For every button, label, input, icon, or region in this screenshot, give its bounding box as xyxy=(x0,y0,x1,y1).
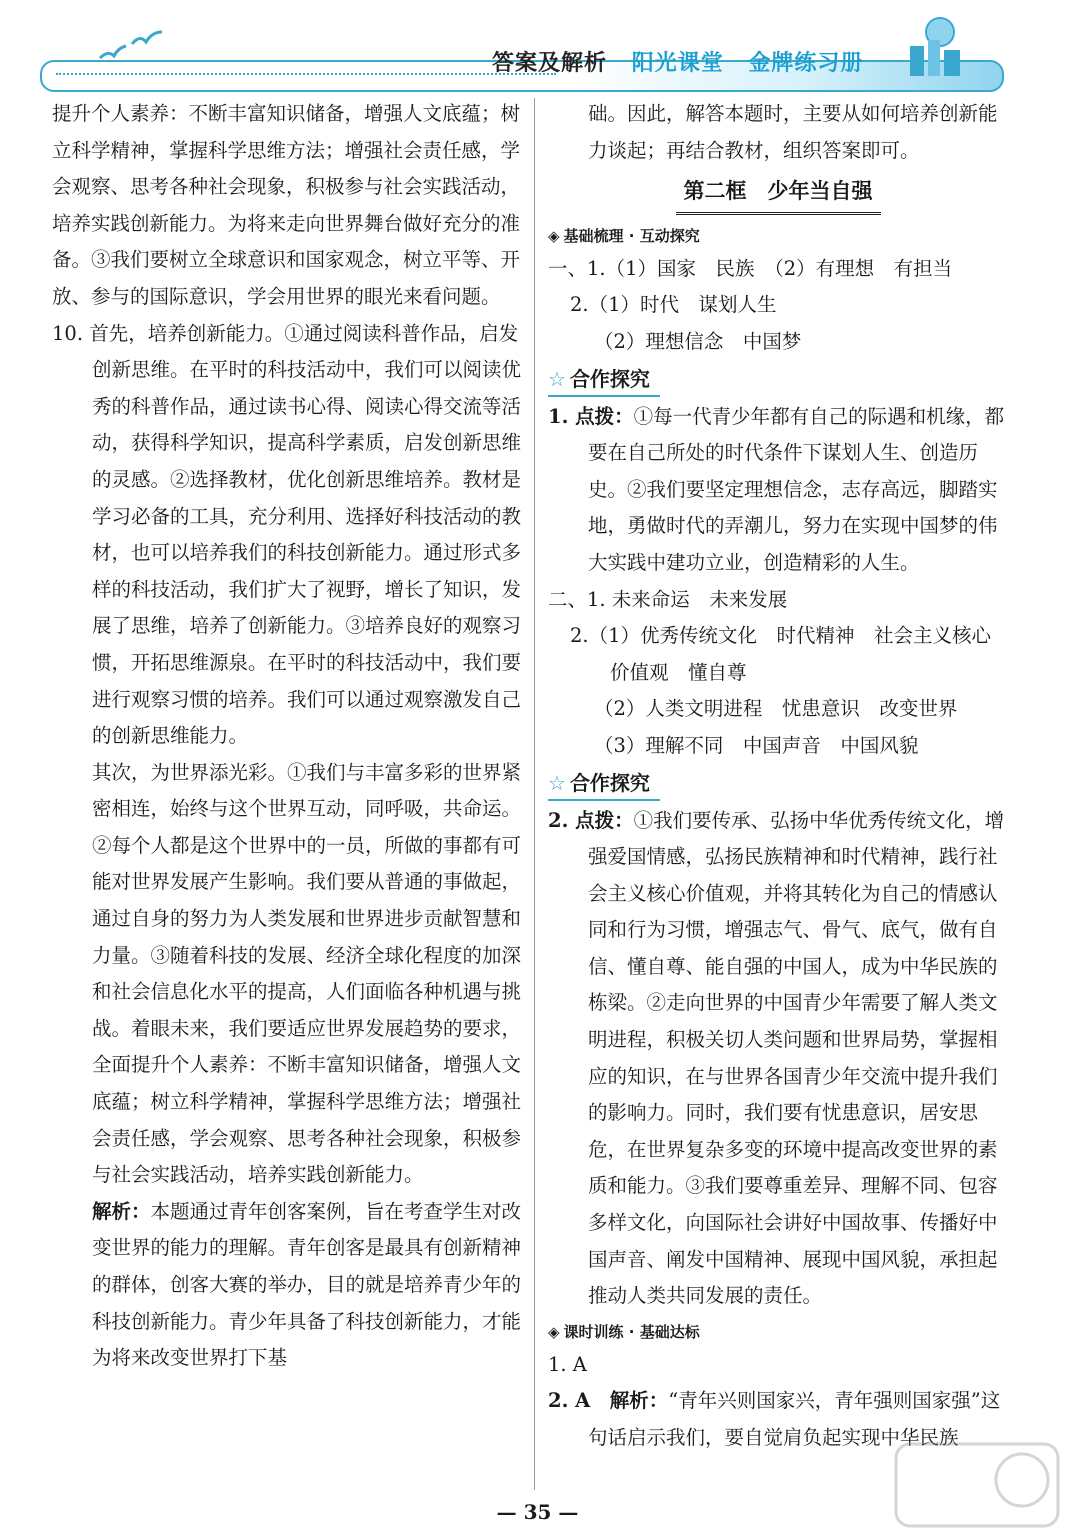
answer-line: 一、1.（1）国家 民族 （2）有理想 有担当 xyxy=(548,256,953,280)
hint-label: 1. 点拨： xyxy=(548,404,634,428)
subsection-heading: ◈ 课时训练 · 基础达标 xyxy=(548,1317,1008,1347)
page-number: — 35 — xyxy=(496,1500,579,1524)
cooperation-heading: ☆ 合作探究 xyxy=(548,363,660,397)
header-dotted-line xyxy=(56,73,556,75)
answer-1: 1. 点拨：①每一代青少年都有自己的际遇和机缘，都要在自己所处的时代条件下谋划人生、创造历史。②我们要坚定理想信念，志存高远，脚踏实地，勇做时代的弄潮儿，努力在实现中国梦的伟大实践中建功立业，创造精彩的人生。 xyxy=(548,404,1005,574)
paragraph: 提升个人素养：不断丰富知识储备，增强人文底蕴；树立科学精神，掌握科学思维方法；增强社会责任感，学会观察、思考各种社会现象，积极参与社会实践活动，培养实践创新能力。为将来走向世界舞台做好充分的准备。③我们要树立全球意识和国家观念，树立平等、开放、参与的国际意识，学会用世界的眼光来看问题。 xyxy=(52,102,521,308)
answer-line: （2）人类文明进程 忧患意识 改变世界 xyxy=(594,697,958,721)
birds-icon xyxy=(96,30,176,66)
cooperation-heading: ☆ 合作探究 xyxy=(548,767,660,801)
section-title: 第二框 少年当自强 xyxy=(548,173,1008,215)
paragraph: 其次，为世界添光彩。①我们与丰富多彩的世界紧密相连，始终与这个世界互动，同呼吸，共命运。②每个人都是这个世界中的一员，所做的事都有可能对世界发展产生影响。我们要从普通的事做起，通过自身的努力为人类发展和世界进步贡献智慧和力量。③随着科技的发展、经济全球化程度的加深和社会信息化水平的提高，人们面临各种机遇与挑战。着眼未来，我们要适应世界发展趋势的要求，全面提升个人素养：不断丰富知识储备，增强人文底蕴；树立科学精神，掌握科学思维方法；增强社会责任感，学会观察、思考各种社会现象，积极参与社会实践活动，培养实践创新能力。 xyxy=(92,760,522,1187)
left-column xyxy=(52,96,526,1377)
paragraph: 础。因此，解答本题时，主要从如何培养创新能力谈起；再结合教材，组织答案即可。 xyxy=(588,102,998,162)
book-name: 金牌练习册 xyxy=(748,51,864,76)
answer-line: 2. A 解析：“青年兴则国家兴，青年强则国家强”这句话启示我们，要自觉肩负起实现中华民族 xyxy=(548,1389,1001,1449)
analysis-text: 本题通过青年创客案例，旨在考查学生对改变世界的能力的理解。青年创客是最具有创新精神的群体，创客大赛的举办，目的就是培养青少年的科技创新能力。青少年具备了科技创新能力，才能为将来改变世界打下基 xyxy=(92,1199,522,1370)
page-header xyxy=(0,0,1075,100)
subsection-heading: ◈ 基础梳理 · 互动探究 xyxy=(548,221,1008,251)
hint-label: 2. 点拨： xyxy=(548,808,634,832)
answer-line: 1. A xyxy=(548,1352,587,1376)
answer-line: 2.（1）优秀传统文化 时代精神 社会主义核心价值观 懂自尊 xyxy=(570,624,992,684)
answer-line: （3）理解不同 中国声音 中国风貌 xyxy=(594,733,919,757)
series-name: 阳光课堂 xyxy=(631,51,724,76)
tower-icon xyxy=(900,10,970,80)
right-column xyxy=(548,96,1008,1457)
answer-title: 答案及解析 xyxy=(492,51,608,76)
column-divider xyxy=(534,98,535,1490)
star-icon: ☆ xyxy=(548,770,566,795)
answer-2: 2. 点拨：①我们要传承、弘扬中华优秀传统文化，增强爱国情感，弘扬民族精神和时代精神，践行社会主义核心价值观，并将其转化为自己的情感认同和行为习惯，增强志气、骨气、底气，做有自信、懂自尊、能自强的中国人，成为中华民族的栋梁。②走向世界的中国青少年需要了解人类文明进程，积极关切人类问题和世界局势，掌握相应的知识，在与世界各国青少年交流中提升我们的影响力。同时，我们要有忧患意识，居安思危，在世界复杂多变的环境中提高改变世界的素质和能力。③我们要尊重差异、理解不同、包容多样文化，向国际社会讲好中国故事、传播好中国声音、阐发中国精神、展现中国风貌，承担起推动人类共同发展的责任。 xyxy=(548,808,1005,1308)
analysis-label: 解析： xyxy=(92,1199,151,1223)
header-title xyxy=(492,46,863,77)
star-icon: ☆ xyxy=(548,366,566,391)
diamond-bullet-icon: ◈ xyxy=(548,226,560,245)
analysis-paragraph xyxy=(52,1194,526,1377)
diamond-bullet-icon: ◈ xyxy=(548,1322,560,1341)
answer-10: 10. 首先，培养创新能力。①通过阅读科普作品，启发创新思维。在平时的科技活动中，我们可以阅读优秀的科普作品，通过读书心得、阅读心得交流等活动，获得科学知识，提高科学素质，启发创新思维的灵感。②选择教材，优化创新思维培养。教材是学习必备的工具，充分利用、选择好科技活动的教材，也可以培养我们的科技创新能力。通过形式多样的科技活动，我们扩大了视野，增长了知识，发展了思维，培养了创新能力。③培养良好的观察习惯，开拓思维源泉。在平时的科技活动中，我们要进行观察习惯的培养。我们可以通过观察激发自己的创新思维能力。 xyxy=(52,321,522,748)
answer-line: 2.（1）时代 谋划人生 xyxy=(570,293,777,317)
answer-line: （2）理想信念 中国梦 xyxy=(594,329,802,353)
answer-line: 二、1. 未来命运 未来发展 xyxy=(548,587,788,611)
